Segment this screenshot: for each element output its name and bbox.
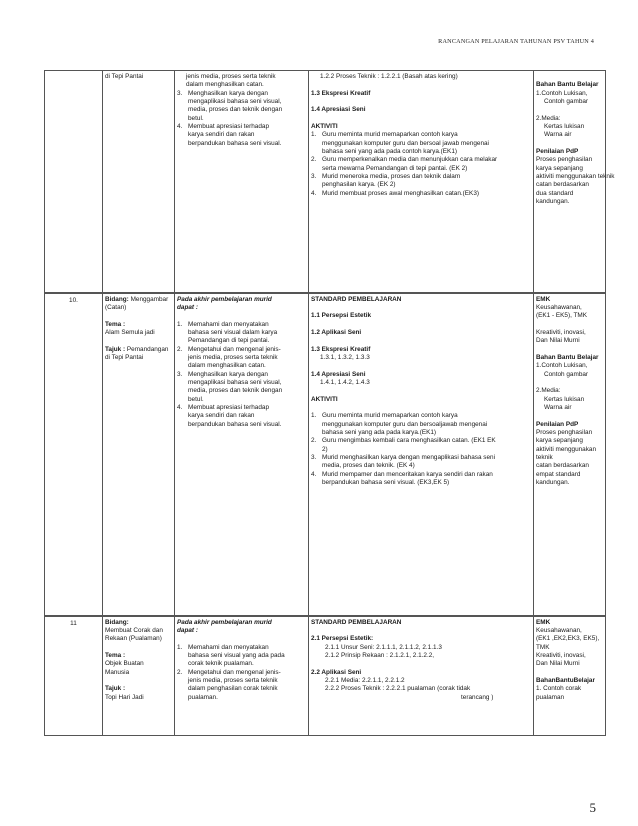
list-item: 4. Murid mempamer dan menceritakan karya sendiri dan rakan berpandukan bahasa seni visual. (EK3,EK 5) [311, 470, 493, 487]
list-item: 4. Membuat apresiasi terhadap karya sendiri dan rakan berpandukan bahasa seni visual. [177, 403, 282, 428]
objectives-cell: Pada akhir pembelajaran murid dapat : 1. Memahami dan menyatakan bahasa seni visual dalam karya Pemandangan di tepi pantai. 2. Mengetahui dan mengenal jenis- jenis media, proses serta teknik dalam menghasilkan catan. 3. Menghasilkan karya dengan mengaplikasi bahasa seni visual, media, proses dan teknik dengan betul. 4. Membuat apresiasi terhadap karya sendiri dan rakan berpandukan bahasa seni visual. [175, 293, 309, 616]
content-cell: STANDARD PEMBELAJARAN 2.1 Persepsi Estetik: 2.1.1 Unsur Seni: 2.1.1.1, 2.1.1.2, 2.1.1.3 2.1.2 Prinsip Rekaan : 2.1.2.1, 2.1.2.2, 2.2 Aplikasi Seni 2.2.1 Media: 2.2.1.1, 2.2.1.2 2.2.2 Proses Teknik : 2.2.2.1 pualaman (corak tidak terancang ) [309, 616, 534, 736]
table-row [45, 71, 606, 293]
list-item: 4. Murid membuat proses awal menghasilkan catan.(EK3) [311, 189, 479, 197]
list-item: 1. Guru meminta murid memaparkan contoh karya menggunakan komputer guru dan bersoaljawab mengenai bahasa seni yang ada pada karya.(EK1) [311, 412, 488, 436]
page-number: 5 [589, 800, 596, 815]
objectives-cell: Pada akhir pembelajaran murid dapat : 1. Memahami dan menyatakan bahasa seni visual yang ada pada corak teknik pualaman. 2. Mengetahui dan mengenal jenis- jenis media, proses serta teknik dalam penghasilan corak teknik pualaman. [175, 616, 309, 736]
objectives-cell: jenis media, proses serta teknik dalam menghasilkan catan. 3. Menghasilkan karya dengan mengaplikasi bahasa seni visual, media, proses dan teknik dengan betul. 4. Membuat apresiasi terhadap karya sendiri dan rakan berpandukan bahasa seni visual. [175, 71, 309, 293]
resources-cell: Bahan Bantu Belajar 1.Contoh Lukisan, Contoh gambar 2.Media: Kertas lukisan Warna air Penilaian PdP Proses penghasilan karya sepanjang aktiviti menggunakan teknik catan berdasarkan dua standard kandungan. [534, 71, 606, 293]
topic-cell: di Tepi Pantai [103, 71, 175, 293]
content-cell: 1.2.2 Proses Teknik : 1.2.2.1 (Basah atas kering) 1.3 Ekspresi Kreatif 1.4 Apresiasi Seni AKTIVITI 1. Guru meminta murid memaparkan contoh karya menggunakan komputer guru dan bersoal jawab mengenai bahasa seni yang ada pada contoh karya.(EK1) 2. Guru memperkenalkan media dan menunjukkan cara melakar serta mewarna Pemandangan di tepi pantai. (EK 2) 3. Murid meneroka media, proses dan teknik dalam penghasilan karya. (EK 2) 4. Murid membuat proses awal menghasilkan catan.(EK3) [309, 71, 534, 293]
list-item: 3. Murid menghasilkan karya dengan mengaplikasi bahasa seni media, proses dan teknik. (EK 4) [311, 454, 496, 470]
topic-cell: Bidang: Membuat Corak dan Rekaan (Pualaman) Tema : Objek Buatan Manusia Tajuk : Topi Hari Jadi [103, 616, 175, 736]
list-item: 2. Mengetahui dan mengenal jenis- jenis media, proses serta teknik dalam menghasilkan catan. [177, 345, 281, 370]
list-item: 3. Menghasilkan karya dengan mengaplikasi bahasa seni visual, media, proses dan teknik dengan betul. [177, 370, 283, 403]
list-item: 2. Guru memperkenalkan media dan menunjukkan cara melakar serta mewarna Pemandangan di tepi pantai. (EK 2) [311, 156, 498, 172]
list-item: 2. Guru mengimbas kembali cara menghasilkan catan. (EK1 EK 2) [311, 437, 496, 453]
list-item: 4. Membuat apresiasi terhadap karya sendiri dan rakan berpandukan bahasa seni visual. [177, 123, 282, 147]
table-row [45, 293, 606, 616]
list-item: 3. Murid meneroka media, proses dan teknik dalam penghasilan karya. (EK 2) [311, 173, 461, 189]
week-number: 11 [45, 616, 103, 736]
topic-cell: Bidang: Menggambar (Catan) Tema : Alam Semula jadi Tajuk : Pemandangan di Tepi Pantai [103, 293, 175, 616]
week-number: 10. [45, 293, 103, 616]
content-cell: STANDARD PEMBELAJARAN 1.1 Persepsi Estetik 1.2 Aplikasi Seni 1.3 Ekspresi Kreatif 1.3.1, 1.3.2, 1.3.3 1.4 Apresiasi Seni 1.4.1, 1.4.2, 1.4.3 AKTIVITI 1. Guru meminta murid memaparkan contoh karya menggunakan komputer guru dan bersoaljawab mengenai bahasa seni yang ada pada karya.(EK1) 2. Guru mengimbas kembali cara menghasilkan catan. (EK1 EK 2) 3. Murid menghasilkan karya dengan mengaplikasi bahasa seni media, proses dan teknik. (EK 4) 4. Murid mempamer dan menceritakan karya sendiri dan rakan berpandukan bahasa seni visual. (EK3,EK 5) [309, 293, 534, 616]
lesson-plan-table [44, 70, 615, 736]
list-item: 1. Guru meminta murid memaparkan contoh karya menggunakan komputer guru dan bersoal jawab mengenai bahasa seni yang ada pada contoh karya.(EK1) [311, 131, 489, 156]
document-header: RANCANGAN PELAJARAN TAHUNAN PSV TAHUN 4 [438, 38, 594, 45]
list-item: 2. Mengetahui dan mengenal jenis- jenis media, proses serta teknik dalam penghasilan corak teknik pualaman. [177, 668, 281, 701]
list-item: 1. Memahami dan menyatakan bahasa seni visual yang ada pada corak teknik pualaman. [177, 643, 285, 668]
table-row [45, 616, 606, 736]
week-cell [45, 71, 103, 293]
list-item: 3. Menghasilkan karya dengan mengaplikasi bahasa seni visual, media, proses dan teknik dengan betul. [177, 89, 283, 122]
resources-cell: EMK Keusahawanan, (EK1 - EK5), TMK Kreativiti, inovasi, Dan Nilai Murni Bahan Bantu Belajar 1.Contoh Lukisan, Contoh gambar 2.Media: Kertas lukisan Warna air Penilaian PdP Proses penghasilan karya sepanjang aktiviti menggunakan teknik catan berdasarkan empat standard kandungan. [534, 293, 606, 616]
list-item: 1. Memahami dan menyatakan bahasa seni visual dalam karya Pemandangan di tepi pantai. [177, 320, 278, 345]
resources-cell: EMK Keusahawanan, (EK1 ,EK2,EK3, EK5), TMK Kreativiti, inovasi, Dan Nilai Murni BahanBantuBelajar 1. Contoh corak pualaman [534, 616, 606, 736]
